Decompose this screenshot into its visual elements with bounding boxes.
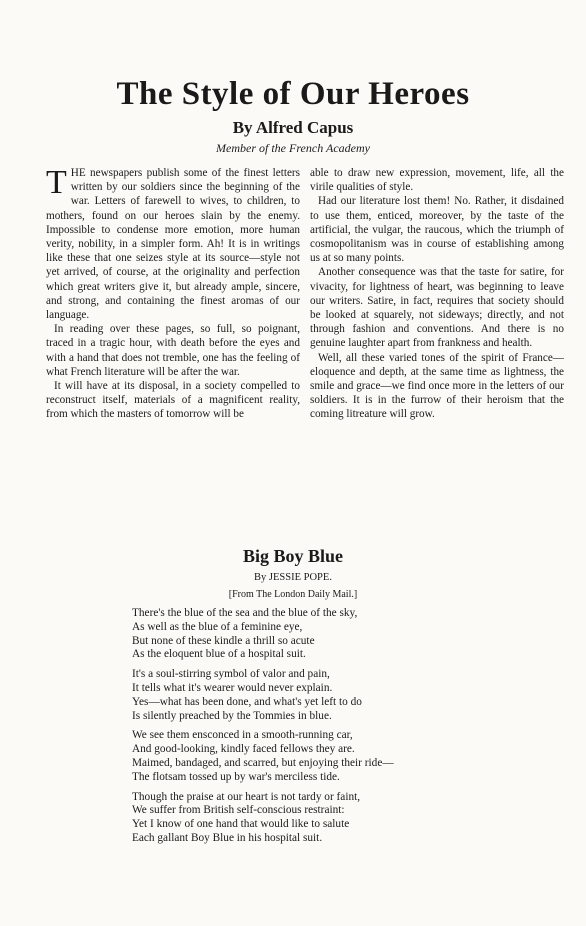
poem-line: Though the praise at our heart is not tardy or faint, [132,790,361,803]
poem-line: Each gallant Boy Blue in his hospital suit. [132,831,323,844]
author-affiliation: Member of the French Academy [216,141,370,155]
poem-line: It tells what it's wearer would never explain. [132,681,333,694]
article-paragraph: Another consequence was that the taste for satire, for vivacity, for lightness of heart, was beginning to leave our writers. Satire, in fact, requires that society should be looked at squarely, not sideways; directly, and not through fashion and conventions. And there is no genuine laughter apart from frankness and health. [310,266,564,350]
poem-title: Big Boy Blue [242,546,344,566]
paragraph-text: HE newspapers publish some of the finest letters written by our soldiers since the beginning of the war. Letters of farewell to wives, to children, to mothers, found on our heroes slain by the enemy. Impossible to condense more emotion, more human verity, nobility, in a simpler form. Ah! It is in writings like these that one seizes style at its source—style not yet arrived, of course, at the originality and perfection which great writers give it, but already ample, sincere, and strong, and containing the finest aromas of our language. [46,167,300,322]
poem-body [132,607,552,852]
article-byline: By Alfred Capus [232,118,354,137]
poem-line: We see them ensconced in a smooth-running car, [132,729,353,742]
poem-line: There's the blue of the sea and the blue of the sky, [132,607,358,619]
poem-author: By JESSIE POPE. [254,572,332,583]
article-paragraph: Well, all these varied tones of the spirit of France—eloquence and depth, at the same time as lightness, the smile and grace—we find once more in the letters of our soldiers. It is in the furrow of their heroism that the coming litreature will grow. [310,351,564,421]
poem-stanza [132,791,552,846]
poem-stanza [132,729,552,784]
poem-line: As well as the blue of a feminine eye, [132,620,303,633]
poem-line: And good-looking, kindly faced fellows they are. [132,743,355,756]
poem-stanza [132,668,552,723]
article-left-column [46,166,300,422]
article-paragraph: It will have at its disposal, in a society compelled to reconstruct itself, materials of a magnificent reality, from which the masters of tomorrow will be [46,380,300,421]
poem-line: Yes—what has been done, and what's yet left to do [132,695,362,708]
poem-line: But none of these kindle a thrill so acute [132,634,315,647]
article-title: The Style of Our Heroes [116,76,470,112]
article-right-column [310,166,564,422]
article-paragraph: In reading over these pages, so full, so poignant, traced in a tragic hour, with death before the eyes and with a hand that does not tremble, one has the feeling of what French literature will be after the war. [46,323,300,378]
poem-line: It's a soul-stirring symbol of valor and pain, [132,668,330,681]
poem-line: Is silently preached by the Tommies in blue. [132,709,332,722]
article-paragraph: able to draw new expression, movement, life, all the virile qualities of style. [310,167,564,194]
poem-source: [From The London Daily Mail.] [228,589,358,600]
poem-line: Maimed, bandaged, and scarred, but enjoying their ride— [132,756,394,769]
drop-cap: T [46,164,67,201]
article-paragraph [46,166,300,322]
poem-line: The flotsam tossed up by war's merciless tide. [132,770,340,783]
poem-stanza [132,607,552,662]
article-paragraph: Had our literature lost them! No. Rather, it disdained to use them, enticed, moreover, by the taste of the artificial, the vulgar, the raucous, which the triumph of cosmopolitanism was in course of establishing among us at so many points. [310,195,564,265]
poem-line: As the eloquent blue of a hospital suit. [132,648,306,661]
poem-line: Yet I know of one hand that would like to salute [132,818,350,831]
poem-line: We suffer from British self-conscious restraint: [132,804,345,817]
